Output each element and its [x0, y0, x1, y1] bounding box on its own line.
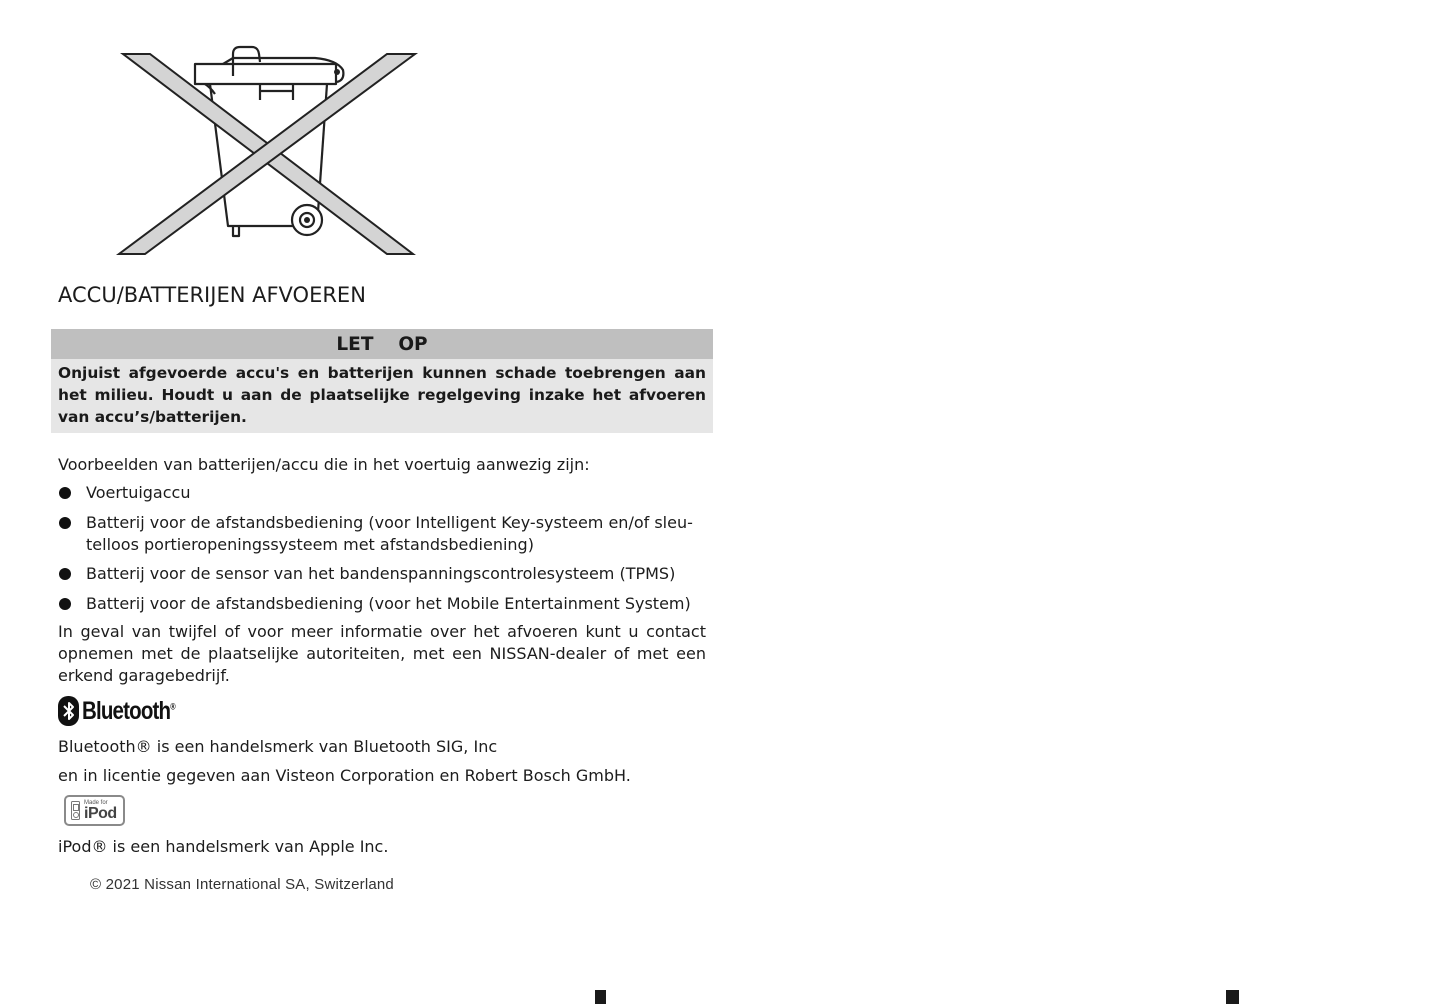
list-item-text: Voertuigaccu — [86, 483, 191, 502]
section-title: ACCU/BATTERIJEN AFVOEREN — [58, 283, 366, 307]
list-item — [58, 482, 708, 504]
copyright-notice: © 2021 Nissan International SA, Switzerland — [90, 876, 394, 893]
bullet-icon — [59, 598, 71, 610]
bluetooth-wordmark — [82, 697, 175, 726]
battery-examples-intro: Voorbeelden van batterijen/accu die in het voertuig aanwezig zijn: — [58, 455, 590, 474]
made-for-ipod-badge — [64, 795, 125, 826]
badge-small-text: Made for — [84, 799, 108, 806]
list-item-text: Batterij voor de afstandsbediening (voor het Mobile Entertainment System) — [86, 593, 691, 613]
ipod-device-icon — [71, 801, 80, 820]
registered-mark: ® — [170, 701, 175, 712]
bullet-icon — [59, 487, 71, 499]
caution-box — [51, 329, 713, 433]
bullet-icon — [59, 517, 71, 529]
bluetooth-trademark-text: Bluetooth® is een handelsmerk van Bluetooth SIG, Inc — [58, 737, 498, 756]
list-item — [58, 512, 708, 556]
ipod-trademark-text: iPod® is een handelsmerk van Apple Inc. — [58, 837, 389, 856]
bluetooth-logo — [58, 696, 195, 726]
crossed-out-wheelie-bin-icon — [115, 42, 425, 260]
bluetooth-icon — [58, 696, 79, 726]
bluetooth-wordmark-text: Bluetooth — [82, 696, 171, 725]
battery-examples-list — [58, 482, 708, 622]
caution-text: Onjuist afgevoerde accu's en batterijen kunnen schade toebrengen aan het milieu. Houdt u aan de plaatselijke regelgeving inzake het afvoeren van accu’s/batterijen. — [51, 359, 713, 433]
caution-header: LET OP — [51, 329, 713, 359]
bluetooth-license-text: en in licentie gegeven aan Visteon Corporation en Robert Bosch GmbH. — [58, 766, 631, 785]
contact-info-paragraph: In geval van twijfel of voor meer informatie over het afvoeren kunt u contact opnemen met de plaatselijke autoriteiten, met een NISSAN-dealer of met een erkend garagebedrijf. — [58, 622, 706, 685]
badge-large-text: iPod — [84, 804, 117, 822]
crop-mark-left — [595, 990, 606, 1004]
list-item — [58, 563, 708, 585]
crop-mark-right — [1226, 990, 1239, 1004]
bullet-icon — [59, 568, 71, 580]
list-item-text: Batterij voor de afstandsbediening (voor Intelligent Key-systeem en/of sleu-telloos portieropeningssysteem met afstandsbediening) — [86, 512, 693, 554]
list-item-text: Batterij voor de sensor van het bandenspanningscontrolesysteem (TPMS) — [86, 564, 676, 583]
list-item — [58, 593, 708, 615]
